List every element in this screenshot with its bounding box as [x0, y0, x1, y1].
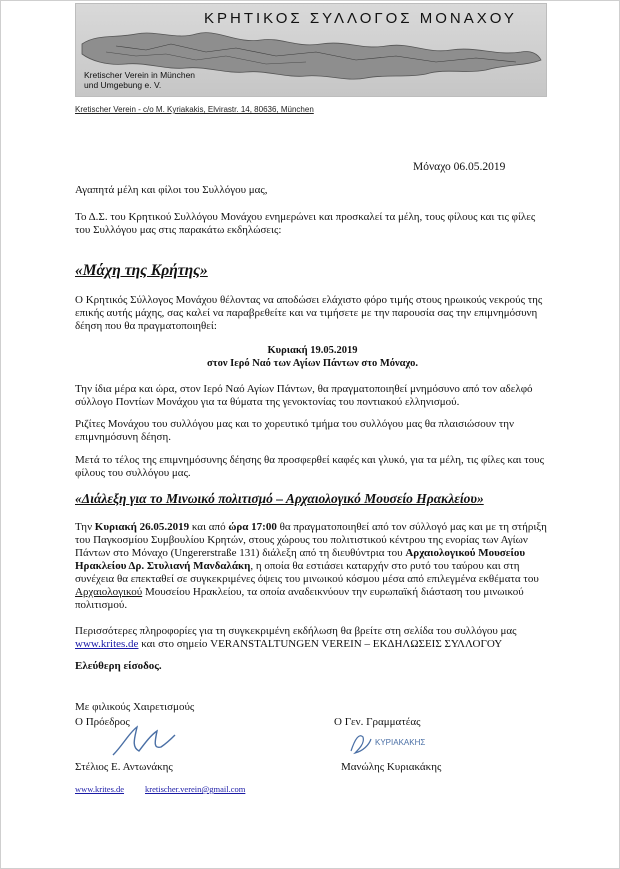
club-subtitle [84, 70, 195, 90]
event2-heading: «Διάλεξη για το Μινωικό πολιτισμό – Αρχαιολογικό Μουσείο Ηρακλείου» [75, 491, 484, 506]
svg-text:ΚΥΡΙΑΚΑΚΗΣ: ΚΥΡΙΑΚΑΚΗΣ [375, 738, 426, 747]
footer-email-link[interactable]: kretischer.verein@gmail.com [145, 784, 246, 794]
letter-date: Μόναχο 06.05.2019 [413, 161, 506, 173]
president-name: Στέλιος Ε. Αντωνάκης [75, 761, 173, 773]
closing-line: Με φιλικούς Χαιρετισμούς [75, 701, 195, 713]
event1-place: στον Ιερό Ναό των Αγίων Πάντων στο Μόναχο. [207, 358, 418, 369]
event1-refreshments-paragraph: Μετά το τέλος της επιμνημόσυνης δέησης θα προσφερθεί καφές και γλυκό, για τα μέλη, τις φίλες και τους φίλους του συλλόγου μας. [75, 454, 544, 479]
event1-paragraph: Ο Κρητικός Σύλλογος Μονάχου θέλοντας να αποδώσει ελάχιστο φόρο τιμής στους ηρωικούς νεκρούς της επικής αυτής μάχης, σας καλεί να παραβρεθείτε και να τιμήσετε με την παρουσία σας την επιμνημόσυνη δέηση που θα πραγματοποιηθεί: [75, 294, 543, 332]
intro-paragraph: Το Δ.Σ. του Κρητικού Συλλόγου Μονάχου ενημερώνει και προσκαλεί τα μέλη, τους φίλους και τις φίλες του Συλλόγου μας στις παρακάτω εκδηλώσεις: [75, 211, 536, 236]
event2-date: Κυριακή 26.05.2019 [94, 521, 190, 533]
president-signature [109, 723, 179, 759]
club-subtitle-line1: Kretischer Verein in München [84, 70, 196, 80]
secretary-name: Μανώλης Κυριακάκης [341, 761, 442, 773]
president-role: Ο Πρόεδρος [75, 716, 130, 728]
event2-paragraph: Την Κυριακή 26.05.2019 και από ώρα 17:00 θα πραγματοποιηθεί από τον σύλλογό μας και με τη στήριξη του Παγκοσμίου Συμβουλίου Κρητών, στους χώρους του πολιτιστικού κέντρου της ενορίας των Αγίων Πάντων στο Μόναχο (Ungererstraße 131) διάλεξη από τη διευθύντρια του Αρχαιολογικού Μουσείου Ηρακλείου Δρ. Στυλιανή Μανδαλάκη, η οποία θα εστιάσει καταρχήν στο ρυτό του ταύρου και στη συνέχεια θα επεκταθεί σε συγκεκριμένες όψεις του μινωικού κόσμου μέσα από επιλεγμένα εκθέματα του Αρχαιολογικού Μουσείου Ηρακλείου, τα οποία αναδεικνύουν την ευρωπαϊκή διάσταση του μινωικού πολιτισμού. [75, 521, 547, 611]
event1-choir-paragraph: Ριζίτες Μονάχου του συλλόγου μας και το χορευτικό τμήμα του συλλόγου μας θα πλαισιώσουν την επιμνημόσυνη δέηση. [75, 418, 515, 443]
website-link-inline[interactable]: www.krites.de [75, 638, 139, 650]
event1-date: Κυριακή 19.05.2019 [267, 345, 358, 356]
club-title: ΚΡΗΤΙΚΟΣ ΣΥΛΛΟΓΟΣ ΜΟΝΑΧΟΥ [204, 10, 517, 27]
more-info-paragraph: Περισσότερες πληροφορίες για τη συγκεκριμένη εκδήλωση θα βρείτε στη σελίδα του συλλόγου μας www.krites.de και στο σημείο VERANSTALTUNGEN VEREIN – ΕΚΔΗΛΩΣΕΙΣ ΣΥΛΛΟΓΟΥ [75, 625, 517, 650]
event2-speaker: Αρχαιολογικού Μουσείου Ηρακλείου Δρ. Στυλιανή Μανδαλάκη [75, 547, 526, 572]
greeting: Αγαπητά μέλη και φίλοι του Συλλόγου μας, [75, 184, 268, 196]
secretary-signature [347, 727, 447, 757]
event1-memorial-paragraph: Την ίδια μέρα και ώρα, στον Ιερό Ναό Αγίων Πάντων, θα πραγματοποιηθεί μνημόσυνο από τον αδελφό σύλλογο Ποντίων Μονάχου για τα θύματα της γενοκτονίας του ποντιακού ελληνισμού. [75, 383, 533, 408]
free-entry: Ελεύθερη είσοδος. [75, 660, 162, 672]
event1-heading: «Μάχη της Κρήτης» [75, 262, 208, 279]
sender-address: Kretischer Verein - c/o M. Kyriakakis, Elvirastr. 14, 80636, München [75, 105, 314, 114]
header-banner [75, 3, 547, 97]
event2-time: ώρα 17:00 [228, 521, 277, 533]
footer-website-link[interactable]: www.krites.de [75, 784, 125, 794]
club-subtitle-line2: und Umgebung e. V. [84, 80, 162, 90]
secretary-role: Ο Γεν. Γραμματέας [334, 716, 421, 728]
